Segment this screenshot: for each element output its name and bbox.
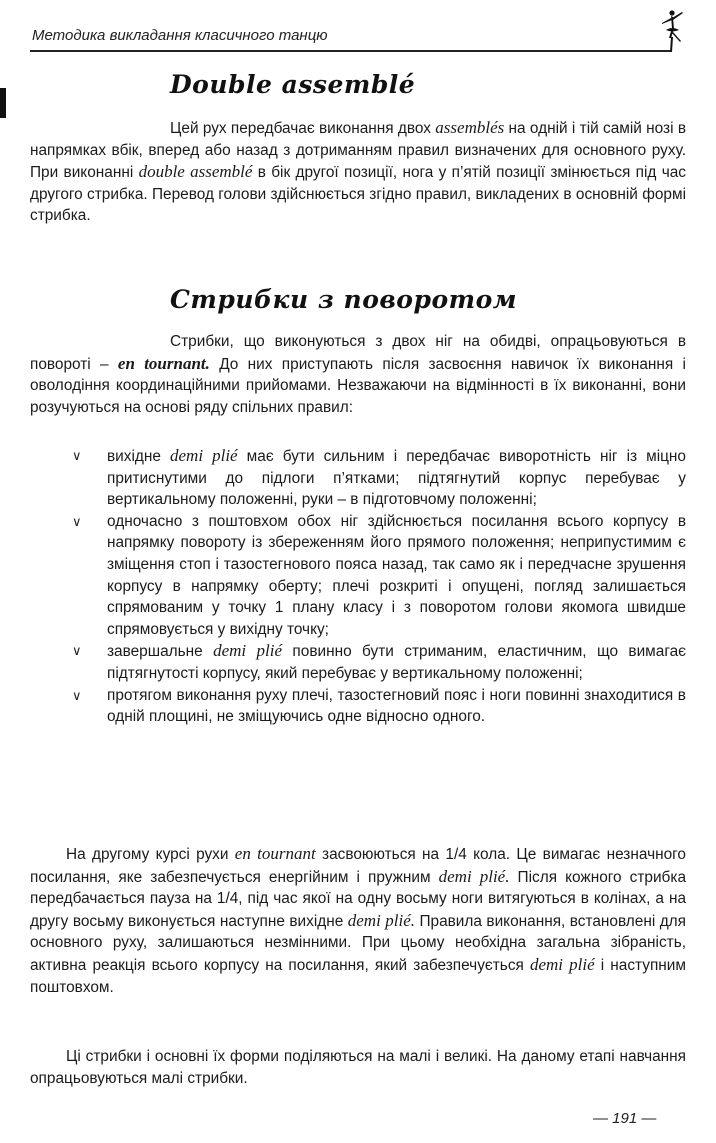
paragraph-small-jumps: Ці стрибки і основні їх форми поділяються на малі і великі. На даному етапі навчання опрацьовуються малі стрибки. — [30, 1048, 686, 1087]
page-number: — 191 — — [593, 1110, 657, 1127]
section-title-jumps-with-turn: Стрибки з поворотом — [170, 285, 518, 314]
section-title-double-assemble: Double assemblé — [170, 70, 416, 99]
list-item: ∨ завершальне demi plié повинно бути стриманим, еластичним, що вимагає підтягнутості корпусу, який перебуває у вертикальному положенні; — [72, 641, 687, 682]
running-header-title: Методика викладання класичного танцю — [32, 27, 328, 44]
check-v-icon: ∨ — [72, 687, 82, 703]
check-v-icon: ∨ — [72, 643, 82, 659]
ballerina-icon — [656, 8, 686, 54]
list-item: ∨ протягом виконання руху плечі, тазостегновий пояс і ноги повинні знаходитися в одній площині, не зміщуючись одне відносно одного. — [72, 686, 686, 726]
paragraph-second-course: На другому курсі рухи en tournant засвоюються на 1/4 кола. Це вимагає незначного посилання, яке забезпечується енергійним і пружним demi plié. Після кожного стрибка передбачається пауза на 1/4, під час якої на одну восьму ноги витягуються в колінах, а на другу восьму виконується наступне вихідне demi plié. Правила виконання, встановлені для основного руху, залишаються незмінними. При цьому необхідна загальна зібраність, активна реакція всього корпусу на посилання, який забезпечується demi plié і наступним поштовхом. — [30, 844, 687, 996]
list-item: ∨ одночасно з поштовхом обох ніг здійснюється посилання всього корпусу в напрямку повороту із збереженням його прямого положення; неприпустимим є зміщення стоп і тазостегнового пояса назад, так само як і передчасне зрушення корпусу в напрямку оберту; плечі розкриті і опущені, погляд залишається спрямованим у точку 1 плану класу і з поворотом голови якомога швидше спрямовується у вихідну точку; — [72, 512, 686, 638]
rules-list — [30, 445, 686, 728]
paragraph-double-assemble: Цей рух передбачає виконання двох assemblés на одній і тій самій нозі в напрямках вбік, вперед або назад з дотриманням правил визначених для основного руху. При виконанні double assemblé в бік другої позиції, нога у п’ятій позиції змінюється під час другого стрибка. Перевод голови здійснюється згідно правил, викладених в основній формі стрибка. — [30, 118, 686, 225]
list-item: ∨ вихідне demi plié має бути сильним і передбачає виворотність ніг із міцно притиснутими до підлоги п’ятками; підтягнутий корпус перебуває у вертикальному положенні, руки – в підготовчому положенні; — [72, 446, 686, 509]
check-v-icon: ∨ — [72, 513, 82, 529]
margin-mark — [0, 88, 6, 118]
check-v-icon: ∨ — [72, 448, 82, 463]
paragraph-intro: Стрибки, що виконуються з двох ніг на обидві, опрацьовуються в повороті – en tournant. До них приступають після засвоєння навичок їх виконання і оволодіння координаційними прийомами. Незважаючи на відмінності в їх виконанні, вони розучуються на основі ряду спільних правил: — [30, 333, 686, 416]
running-header — [30, 22, 670, 52]
